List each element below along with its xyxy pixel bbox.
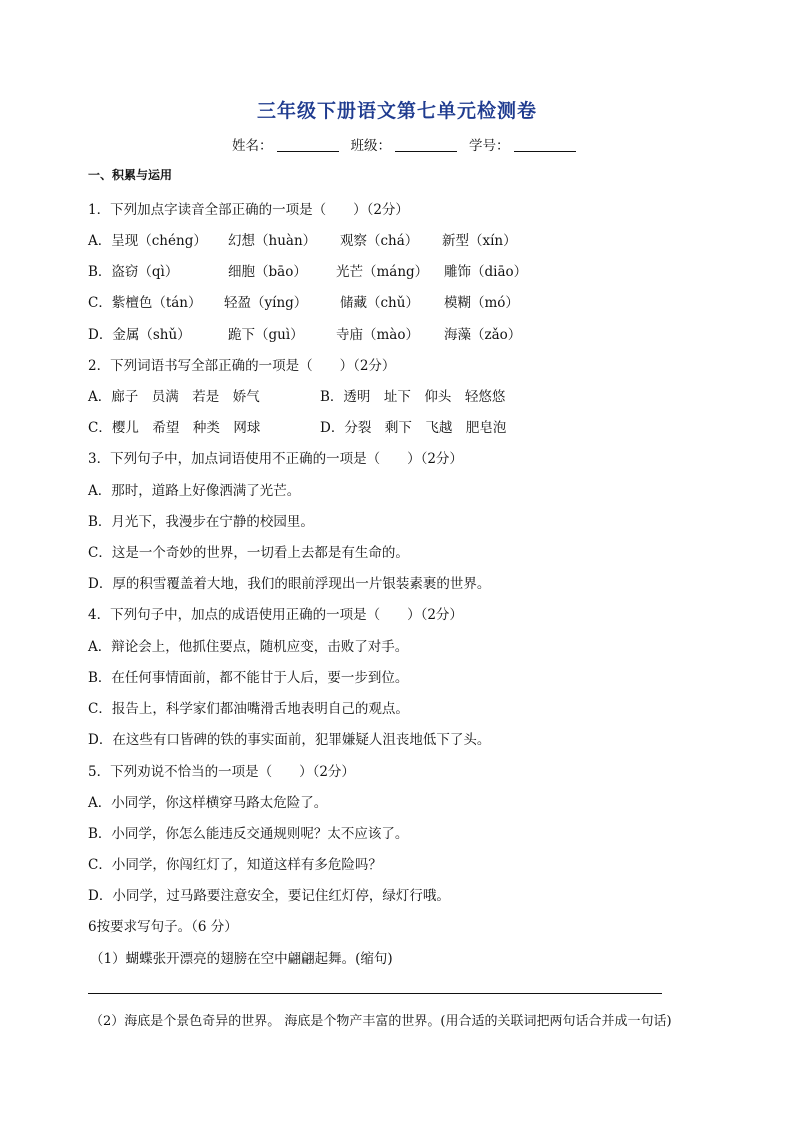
q6-item-1: （1）蝴蝶张开漂亮的翅膀在空中翩翩起舞。(缩句) — [90, 951, 393, 967]
question-5-stem: 5．下列劝说不恰当的一项是（ ）（2分） — [88, 764, 355, 780]
question-1-stem: 1．下列加点字读音全部正确的一项是（ ）（2分） — [88, 202, 409, 218]
q1-option-a-4: 新型（xín） — [442, 233, 517, 249]
class-label: 班级： — [350, 138, 391, 154]
q3-option-a: A．那时，道路上好像洒满了光芒。 — [88, 483, 301, 499]
q2-option-a: A．廊子 员满 若是 娇气 — [88, 389, 260, 405]
q2-option-b: B．透明 址下 仰头 轻悠悠 — [320, 389, 506, 405]
q1-option-b-2: 细胞（bāo） — [228, 264, 307, 280]
q1-option-d-4: 海藻（zǎo） — [444, 327, 522, 343]
name-blank[interactable] — [277, 137, 339, 152]
question-2-stem: 2．下列词语书写全部正确的一项是（ ）（2分） — [88, 358, 396, 374]
q1-option-d-2: 跪下（guì） — [228, 327, 304, 343]
question-3-stem: 3．下列句子中，加点词语使用不正确的一项是（ ）（2分） — [88, 451, 463, 467]
q5-option-a: A．小同学，你这样横穿马路太危险了。 — [88, 795, 328, 811]
q2-option-c: C．樱儿 希望 种类 网球 — [88, 420, 261, 436]
q1-option-c-2: 轻盈（yíng） — [224, 295, 308, 311]
q1-option-c-1: C．紫檀色（tán） — [88, 295, 202, 311]
q4-option-c: C．报告上，科学家们都油嘴滑舌地表明自己的观点。 — [88, 701, 409, 717]
q3-option-d: D．厚的积雪覆盖着大地，我们的眼前浮现出一片银装素裹的世界。 — [88, 576, 491, 592]
q3-option-c: C．这是一个奇妙的世界，一切看上去都是有生命的。 — [88, 545, 409, 561]
q3-option-b: B．月光下，我漫步在宁静的校园里。 — [88, 514, 314, 530]
q1-option-d-1: D．金属（shǔ） — [88, 327, 191, 343]
q4-option-a: A．辩论会上，他抓住要点，随机应变，击败了对手。 — [88, 639, 409, 655]
q1-option-a-3: 观察（chá） — [340, 233, 419, 249]
q4-option-b: B．在任何事情面前，都不能甘于人后，要一步到位。 — [88, 670, 409, 686]
name-label: 姓名： — [232, 138, 273, 154]
student-info — [232, 134, 576, 154]
q1-option-b-1: B．盗窃（qì） — [88, 264, 179, 280]
id-blank[interactable] — [514, 137, 576, 152]
q5-option-c: C．小同学，你闯红灯了，知道这样有多危险吗？ — [88, 857, 382, 873]
q1-option-c-3: 储藏（chǔ） — [340, 295, 419, 311]
q6-item-2: （2）海底是个景色奇异的世界。 海底是个物产丰富的世界。(用合适的关联词把两句话合并成一句话) — [90, 1014, 672, 1029]
q4-option-d: D．在这些有口皆碑的铁的事实面前，犯罪嫌疑人沮丧地低下了头。 — [88, 732, 491, 748]
q1-option-a-2: 幻想（huàn） — [228, 233, 317, 249]
q5-option-b: B．小同学，你怎么能违反交通规则呢？太不应该了。 — [88, 826, 409, 842]
page-title: 三年级下册语文第七单元检测卷 — [256, 100, 537, 122]
q1-option-c-4: 模糊（mó） — [444, 295, 519, 311]
section-heading: 一、积累与运用 — [88, 168, 173, 182]
q2-option-d: D．分裂 剩下 飞越 肥皂泡 — [320, 420, 507, 436]
id-label: 学号： — [469, 138, 510, 154]
question-4-stem: 4．下列句子中，加点的成语使用正确的一项是（ ）（2分） — [88, 607, 463, 623]
q1-option-b-3: 光芒（máng） — [336, 264, 429, 280]
q1-option-d-3: 寺庙（mào） — [336, 327, 419, 343]
answer-line[interactable] — [88, 993, 662, 994]
q1-option-b-4: 雕饰（diāo） — [444, 264, 528, 280]
class-blank[interactable] — [395, 137, 457, 152]
q5-option-d: D．小同学，过马路要注意安全，要记住红灯停，绿灯行哦。 — [88, 888, 450, 904]
q1-option-a-1: A．呈现（chéng） — [88, 233, 207, 249]
question-6-stem: 6按要求写句子。（6 分） — [88, 919, 238, 935]
